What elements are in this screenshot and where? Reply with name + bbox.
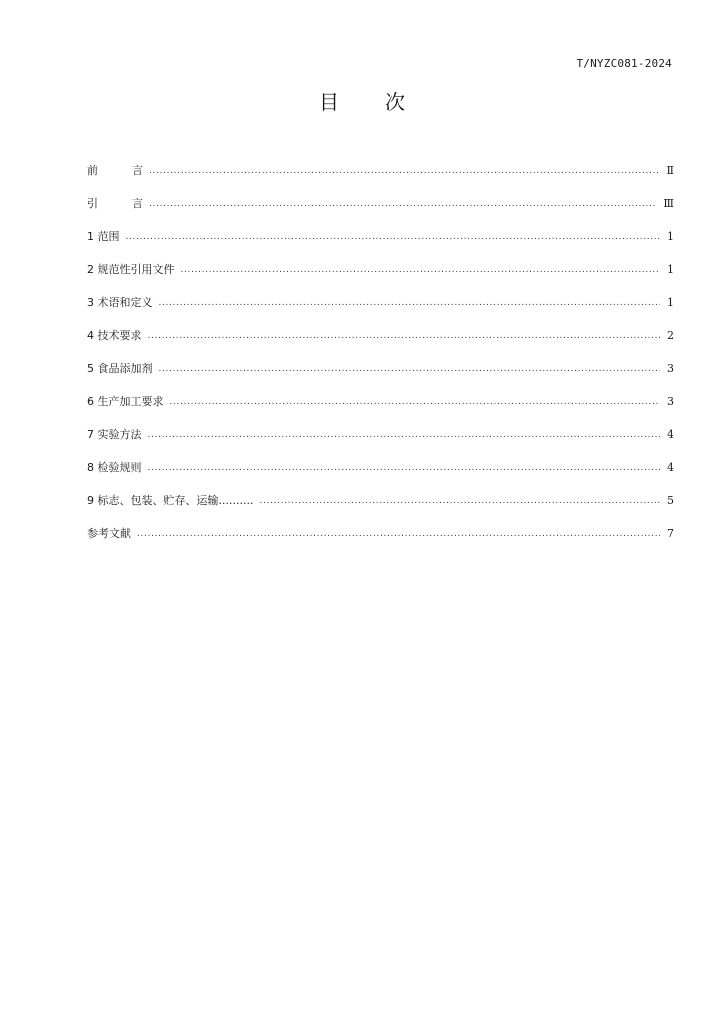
toc-entry-label: 3 术语和定义: [87, 296, 153, 309]
toc-leader-dots: [259, 490, 660, 512]
toc-entry-label: 6 生产加工要求: [87, 395, 164, 408]
toc-entry-label: 4 技术要求: [87, 329, 142, 342]
table-of-contents: [87, 160, 674, 556]
toc-entry-test-methods[interactable]: [87, 424, 674, 457]
toc-entry-page: Ⅱ: [666, 164, 674, 177]
toc-entry-page: 1: [667, 296, 674, 309]
toc-entry-label: 9 标志、包装、贮存、运输..........: [87, 494, 254, 507]
toc-entry-page: 4: [667, 461, 674, 474]
toc-entry-label: 引言: [87, 197, 177, 210]
toc-leader-dots: [148, 325, 661, 347]
toc-entry-marking-packaging[interactable]: [87, 490, 674, 523]
toc-entry-scope[interactable]: [87, 226, 674, 259]
toc-entry-label: 7 实验方法: [87, 428, 142, 441]
toc-entry-inspection-rules[interactable]: [87, 457, 674, 490]
toc-entry-page: 5: [667, 494, 674, 507]
document-code: T/NYZC081-2024: [576, 57, 672, 70]
toc-entry-label: 前言: [87, 164, 177, 177]
toc-entry-page: 1: [667, 230, 674, 243]
toc-leader-dots: [126, 226, 661, 248]
toc-entry-production-processing[interactable]: [87, 391, 674, 424]
toc-entry-label: 2 规范性引用文件: [87, 263, 175, 276]
toc-entry-bibliography[interactable]: [87, 523, 674, 556]
toc-entry-introduction[interactable]: [87, 193, 674, 226]
toc-leader-dots: [137, 523, 660, 545]
toc-leader-dots: [149, 193, 657, 215]
toc-leader-dots: [149, 160, 660, 182]
toc-leader-dots: [159, 292, 661, 314]
toc-entry-label: 5 食品添加剂: [87, 362, 153, 375]
toc-leader-dots: [181, 259, 661, 281]
page-title: [0, 86, 724, 115]
toc-entry-page: 3: [667, 362, 674, 375]
toc-entry-page: 2: [667, 329, 674, 342]
toc-entry-page: Ⅲ: [663, 197, 674, 210]
toc-entry-page: 3: [667, 395, 674, 408]
toc-leader-dots: [148, 457, 661, 479]
toc-entry-page: 1: [667, 263, 674, 276]
toc-leader-dots: [170, 391, 661, 413]
toc-leader-dots: [159, 358, 661, 380]
toc-entry-foreword[interactable]: [87, 160, 674, 193]
toc-entry-food-additives[interactable]: [87, 358, 674, 391]
toc-entry-label: 8 检验规则: [87, 461, 142, 474]
toc-entry-label: 参考文献: [87, 527, 131, 540]
toc-leader-dots: [148, 424, 661, 446]
toc-entry-label: 1 范围: [87, 230, 120, 243]
toc-entry-normative-references[interactable]: [87, 259, 674, 292]
toc-entry-technical-requirements[interactable]: [87, 325, 674, 358]
toc-entry-page: 7: [667, 527, 674, 540]
toc-entry-terms-definitions[interactable]: [87, 292, 674, 325]
title-char-2: 次: [385, 90, 405, 114]
toc-entry-page: 4: [667, 428, 674, 441]
title-char-1: 目: [319, 90, 339, 114]
